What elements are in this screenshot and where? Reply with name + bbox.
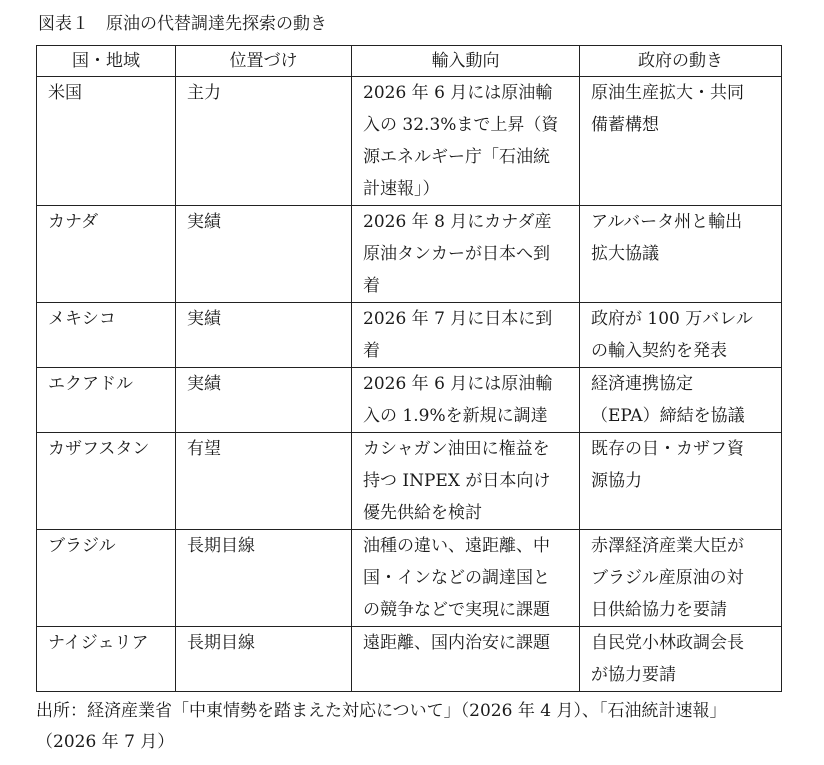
source-note [36,696,806,758]
cell-text-line: の輸入契約を発表 [591,341,727,361]
cell-text-line: カシャガン油田に権益を [363,439,550,459]
cell-text-line: 長期目線 [187,633,255,653]
cell-import-trend [352,368,580,433]
cell-country [37,206,176,303]
cell-government-action [580,303,782,368]
cell-import-trend [352,530,580,627]
cell-text-line: 国・インなどの調達国と [363,568,550,588]
cell-text-line: 着 [363,276,380,296]
table-header-row [37,46,782,77]
cell-position [176,627,352,692]
cell-text-line: 長期目線 [187,536,255,556]
table-row [37,433,782,530]
cell-text-line: ブラジル [48,536,116,556]
cell-text-line: カザフスタン [48,439,150,459]
cell-country [37,368,176,433]
cell-text-line: 米国 [48,83,82,103]
table-row [37,627,782,692]
cell-text-line: 持つ INPEX が日本向け [363,471,551,491]
cell-import-trend [352,77,580,206]
cell-text-line: メキシコ [48,309,116,329]
source-line-1: 出所：経済産業省「中東情勢を踏まえた対応について」（2026 年 4 月）、「石油統計速報」 [36,701,727,721]
table-row [37,303,782,368]
cell-text-line: 計速報」） [363,179,440,199]
cell-position [176,303,352,368]
cell-country [37,530,176,627]
cell-text-line: 入の 32.3%まで上昇（資 [363,115,559,135]
cell-position [176,77,352,206]
cell-government-action [580,530,782,627]
cell-import-trend [352,627,580,692]
cell-text-line: 優先供給を検討 [363,503,482,523]
cell-government-action [580,627,782,692]
cell-text-line: 有望 [187,439,221,459]
cell-text-line: （EPA）締結を協議 [591,406,745,426]
table-row [37,77,782,206]
cell-country [37,627,176,692]
cell-text-line: 政府が 100 万バレル [591,309,753,329]
table-row [37,530,782,627]
cell-country [37,303,176,368]
cell-text-line: 既存の日・カザフ資 [591,439,744,459]
table-row [37,206,782,303]
cell-text-line: 実績 [187,374,221,394]
cell-text-line: 自民党小林政調会長 [591,633,744,653]
cell-text-line: 2026 年 8 月にカナダ産 [363,212,552,232]
cell-government-action [580,206,782,303]
cell-text-line: 遠距離、国内治安に課題 [363,633,550,653]
cell-text-line: 経済連携協定 [591,374,693,394]
cell-text-line: 原油生産拡大・共同 [591,83,744,103]
cell-government-action [580,368,782,433]
cell-position [176,206,352,303]
figure-title: 図表１ 原油の代替調達先探索の動き [38,14,327,34]
cell-government-action [580,433,782,530]
cell-text-line: 源協力 [591,471,642,491]
source-line-2: （2026 年 7 月） [36,732,175,752]
cell-text-line: 日供給協力を要請 [591,600,727,620]
cell-text-line: ブラジル産原油の対 [591,568,744,588]
cell-text-line: 油種の違い、遠距離、中 [363,536,550,556]
cell-text-line: 拡大協議 [591,244,659,264]
cell-text-line: 主力 [187,83,221,103]
cell-government-action [580,77,782,206]
cell-text-line: ナイジェリア [48,633,149,653]
cell-position [176,368,352,433]
cell-text-line: の競争などで実現に課題 [363,600,550,620]
cell-text-line: 2026 年 6 月には原油輸 [363,83,553,103]
table-body [37,77,782,692]
cell-text-line: カナダ [48,212,99,232]
header-position: 位置づけ [176,46,352,77]
cell-text-line: 実績 [187,309,221,329]
cell-import-trend [352,206,580,303]
cell-position [176,530,352,627]
cell-text-line: が協力要請 [591,665,676,685]
cell-text-line: 2026 年 7 月に日本に到 [363,309,553,329]
cell-text-line: 源エネルギー庁「石油統 [363,147,550,167]
cell-text-line: 入の 1.9%を新規に調達 [363,406,548,426]
cell-text-line: 実績 [187,212,221,232]
cell-text-line: 2026 年 6 月には原油輸 [363,374,553,394]
cell-position [176,433,352,530]
header-country: 国・地域 [37,46,176,77]
table-row [37,368,782,433]
header-import-trend: 輸入動向 [352,46,580,77]
cell-text-line: 着 [363,341,380,361]
cell-text-line: 原油タンカーが日本へ到 [363,244,550,264]
cell-country [37,433,176,530]
crude-oil-sourcing-table [36,45,782,692]
cell-import-trend [352,433,580,530]
cell-text-line: アルバータ州と輸出 [591,212,743,232]
cell-import-trend [352,303,580,368]
header-government-action: 政府の動き [580,46,782,77]
cell-text-line: 赤澤経済産業大臣が [591,536,744,556]
cell-text-line: 備蓄構想 [591,115,659,135]
cell-country [37,77,176,206]
cell-text-line: エクアドル [48,374,133,394]
